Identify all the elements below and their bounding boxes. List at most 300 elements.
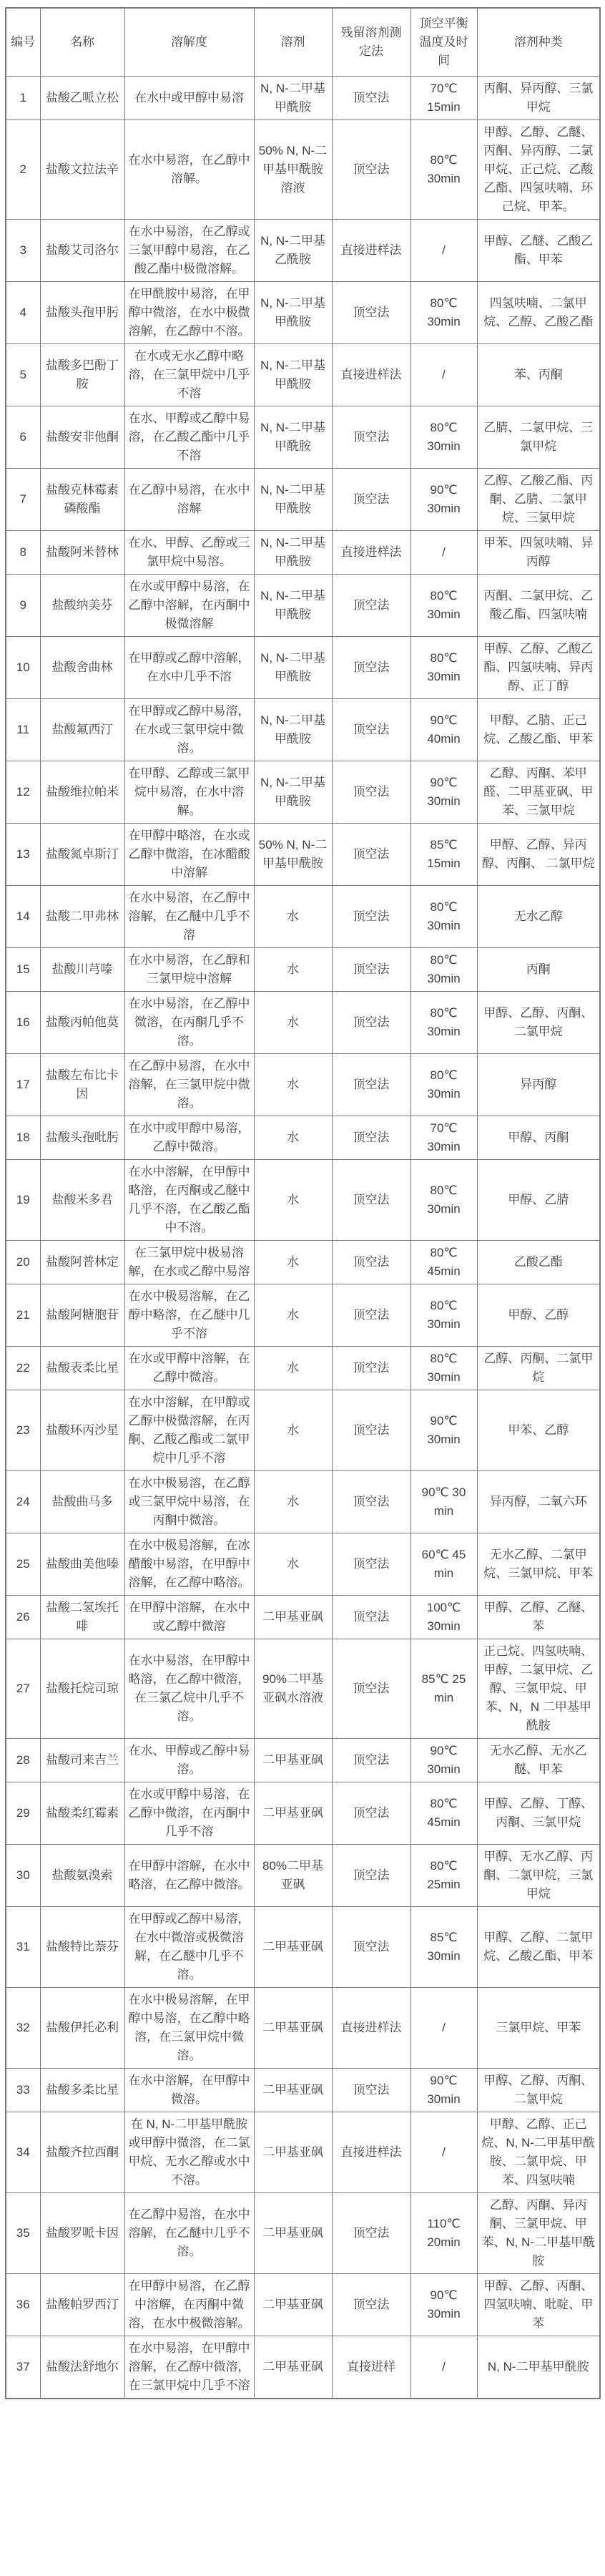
cell-types: 乙酸乙酯 — [477, 1241, 600, 1284]
table-row — [6, 1596, 600, 1639]
cell-name: 盐酸阿米替林 — [40, 531, 124, 575]
cell-method: 顶空法 — [332, 1390, 410, 1471]
table-row — [6, 761, 600, 824]
table-row — [6, 1907, 600, 1988]
cell-method: 顶空法 — [332, 886, 410, 948]
cell-types: 甲醇、乙腈 — [477, 1160, 600, 1241]
table-row — [6, 1845, 600, 1907]
cell-temp: 80℃ 45min — [410, 1241, 477, 1284]
table-row — [6, 1390, 600, 1471]
cell-no: 35 — [6, 2193, 40, 2274]
table-row — [6, 699, 600, 761]
cell-method: 顶空法 — [332, 1054, 410, 1116]
cell-name: 盐酸托烷司琼 — [40, 1639, 124, 1739]
cell-method: 顶空法 — [332, 1241, 410, 1284]
cell-no: 37 — [6, 2336, 40, 2399]
cell-name: 盐酸氟西汀 — [40, 699, 124, 761]
cell-method: 顶空法 — [332, 699, 410, 761]
column-header-5: 顶空平衡温度及时间 — [410, 8, 477, 77]
cell-solvent: 水 — [254, 1390, 332, 1471]
cell-name: 盐酸柔红霉素 — [40, 1782, 124, 1845]
cell-temp: 80℃ 30min — [410, 992, 477, 1054]
cell-solvent: N, N-二甲基甲酰胺 — [254, 469, 332, 531]
cell-solubility: 在甲醇、乙醇或三氯甲烷中易溶，在水中溶解。 — [124, 761, 254, 824]
cell-solvent: N, N-二甲基甲酰胺 — [254, 699, 332, 761]
table-row — [6, 2336, 600, 2399]
cell-method: 顶空法 — [332, 1782, 410, 1845]
cell-solubility: 在水、甲醇或乙醇中易溶。 — [124, 1739, 254, 1782]
cell-no: 21 — [6, 1284, 40, 1347]
cell-types: 异丙醇 — [477, 1054, 600, 1116]
cell-method: 顶空法 — [332, 637, 410, 699]
cell-temp: 90℃ 30min — [410, 2274, 477, 2336]
cell-solubility: 在水中极易溶解，在乙醇中略溶，在乙醚中几乎不溶 — [124, 1284, 254, 1347]
cell-method: 顶空法 — [332, 77, 410, 120]
cell-method: 顶空法 — [332, 1160, 410, 1241]
table-row — [6, 1739, 600, 1782]
cell-method: 顶空法 — [332, 282, 410, 344]
cell-solubility: 在水中溶解，在甲醇或乙醇中极微溶解，在丙酮、乙酸乙酯或二氯甲烷中几乎不溶 — [124, 1390, 254, 1471]
cell-name: 盐酸阿糖胞苷 — [40, 1284, 124, 1347]
cell-solvent: 水 — [254, 992, 332, 1054]
cell-temp: 100℃ 30min — [410, 1596, 477, 1639]
cell-solubility: 在水中易溶，在甲醇中溶解，在乙醇中微溶，在三氯甲烷中几乎不溶 — [124, 2336, 254, 2399]
cell-solvent: 90%二甲基亚砜水溶液 — [254, 1639, 332, 1739]
cell-solubility: 在水中易溶，在乙醇或三氯甲醇中易溶，在乙酸乙酯中极微溶解。 — [124, 220, 254, 282]
column-header-0: 编号 — [6, 8, 40, 77]
cell-method: 顶空法 — [332, 2069, 410, 2112]
cell-temp: 80℃ 30min — [410, 637, 477, 699]
cell-types: 丙酮 — [477, 948, 600, 992]
cell-solubility: 在水中极易溶解，在甲醇中易溶，在乙醇中略溶，在三氯甲烷中微溶。 — [124, 1988, 254, 2069]
cell-solvent: N, N-二甲基乙酰胺 — [254, 220, 332, 282]
cell-temp: 90℃ 30min — [410, 1390, 477, 1471]
cell-name: 盐酸多巴酚丁胺 — [40, 344, 124, 406]
cell-solubility: 在水或甲醇中溶解，在乙醇中微溶。 — [124, 1347, 254, 1390]
cell-types: 乙醇、丙酮、二氯甲烷 — [477, 1347, 600, 1390]
cell-name: 盐酸帕罗西汀 — [40, 2274, 124, 2336]
cell-solvent: 二甲基亚砜 — [254, 1596, 332, 1639]
cell-temp: 80℃ 30min — [410, 886, 477, 948]
cell-name: 盐酸米多君 — [40, 1160, 124, 1241]
cell-solvent: N, N-二甲基甲酰胺 — [254, 77, 332, 120]
cell-no: 11 — [6, 699, 40, 761]
cell-solvent: 50% N, N-二甲基甲酰胺溶液 — [254, 120, 332, 220]
cell-name: 盐酸克林霉素磷酸酯 — [40, 469, 124, 531]
cell-solvent: 水 — [254, 886, 332, 948]
cell-name: 盐酸头孢吡肟 — [40, 1116, 124, 1160]
cell-temp: 80℃ 25min — [410, 1845, 477, 1907]
cell-method: 顶空法 — [332, 1533, 410, 1596]
cell-method: 顶空法 — [332, 1471, 410, 1533]
cell-method: 顶空法 — [332, 1596, 410, 1639]
cell-solvent: 二甲基亚砜 — [254, 1988, 332, 2069]
cell-solubility: 在甲醇中易溶，在乙醇中溶解，在丙酮中微溶，在水中极微溶解。 — [124, 2274, 254, 2336]
column-header-6: 溶剂种类 — [477, 8, 600, 77]
cell-types: 甲醇、乙醇、乙醚、苯 — [477, 1596, 600, 1639]
table-row — [6, 2069, 600, 2112]
cell-name: 盐酸纳美芬 — [40, 575, 124, 637]
cell-solubility: 在甲醇或乙醇中易溶，在水或三氯甲烷中微溶。 — [124, 699, 254, 761]
table-row — [6, 637, 600, 699]
cell-solvent: 水 — [254, 1116, 332, 1160]
cell-method: 顶空法 — [332, 2193, 410, 2274]
cell-no: 36 — [6, 2274, 40, 2336]
cell-method: 顶空法 — [332, 1739, 410, 1782]
column-header-1: 名称 — [40, 8, 124, 77]
cell-no: 16 — [6, 992, 40, 1054]
cell-name: 盐酸司来吉兰 — [40, 1739, 124, 1782]
table-row — [6, 886, 600, 948]
cell-name: 盐酸乙哌立松 — [40, 77, 124, 120]
cell-solvent: 二甲基亚砜 — [254, 2112, 332, 2193]
table-row — [6, 220, 600, 282]
cell-temp: 80℃ 30min — [410, 1054, 477, 1116]
cell-temp: 80℃ 30min — [410, 948, 477, 992]
cell-name: 盐酸艾司洛尔 — [40, 220, 124, 282]
cell-name: 盐酸二氢埃托啡 — [40, 1596, 124, 1639]
cell-solubility: 在甲酰胺中易溶，在甲醇中微溶，在水中极微溶解，在乙醇中不溶。 — [124, 282, 254, 344]
cell-solubility: 在水中极易溶，在乙醇或三氯甲烷中易溶，在丙酮中微溶。 — [124, 1471, 254, 1533]
cell-types: 乙腈、二氯甲烷、三氯甲烷 — [477, 406, 600, 469]
cell-solubility: 在水或无水乙醇中略溶，在三氯甲烷中几乎不溶 — [124, 344, 254, 406]
cell-types: 甲苯、乙醇 — [477, 1390, 600, 1471]
table-row — [6, 1054, 600, 1116]
table-header — [6, 8, 600, 77]
cell-types: 乙醇、丙酮、异丙酮、三氯甲烷、甲苯、N, N-二甲基甲酰胺 — [477, 2193, 600, 2274]
cell-temp: 80℃ 30min — [410, 406, 477, 469]
cell-name: 盐酸丙帕他莫 — [40, 992, 124, 1054]
cell-no: 17 — [6, 1054, 40, 1116]
cell-temp: 80℃ 30min — [410, 575, 477, 637]
cell-types: 正己烷、四氢呋喃、甲醇、二氯甲烷、乙醇、三氯甲烷、甲苯、N，N 二甲基甲酰胺 — [477, 1639, 600, 1739]
cell-temp: 110℃ 20min — [410, 2193, 477, 2274]
cell-solubility: 在水、甲醇、乙醇或三氯甲烷中易溶。 — [124, 531, 254, 575]
table-row — [6, 1160, 600, 1241]
cell-solubility: 在甲醇中略溶，在水或乙醇中微溶，在冰醋酸中溶解 — [124, 824, 254, 886]
table-row — [6, 469, 600, 531]
cell-name: 盐酸环丙沙星 — [40, 1390, 124, 1471]
cell-types: 无水乙醇、二氯甲烷、三氯甲烷、甲苯 — [477, 1533, 600, 1596]
cell-no: 29 — [6, 1782, 40, 1845]
table-row — [6, 531, 600, 575]
cell-no: 28 — [6, 1739, 40, 1782]
cell-solvent: N, N-二甲基甲酰胺 — [254, 406, 332, 469]
cell-method: 直接进样法 — [332, 220, 410, 282]
cell-method: 直接进样法 — [332, 531, 410, 575]
cell-name: 盐酸氨溴索 — [40, 1845, 124, 1907]
cell-types: 无水乙醇、无水乙醚、甲苯 — [477, 1739, 600, 1782]
cell-name: 盐酸二甲弗林 — [40, 886, 124, 948]
cell-solvent: 二甲基亚砜 — [254, 2069, 332, 2112]
cell-method: 顶空法 — [332, 120, 410, 220]
cell-solvent: N, N-二甲基甲酰胺 — [254, 761, 332, 824]
table-row — [6, 1284, 600, 1347]
cell-no: 4 — [6, 282, 40, 344]
cell-temp: 70℃ 15min — [410, 77, 477, 120]
cell-solubility: 在甲醇或乙醇中溶解，在水中几乎不溶 — [124, 637, 254, 699]
cell-no: 10 — [6, 637, 40, 699]
cell-types: 甲苯、四氢呋喃、异丙醇 — [477, 531, 600, 575]
cell-no: 25 — [6, 1533, 40, 1596]
cell-name: 盐酸左布比卡因 — [40, 1054, 124, 1116]
cell-solvent: 二甲基亚砜 — [254, 1907, 332, 1988]
cell-no: 9 — [6, 575, 40, 637]
cell-temp: 80℃ 30min — [410, 1347, 477, 1390]
cell-temp: 80℃ 30min — [410, 1160, 477, 1241]
cell-types: 异丙醇，二氧六环 — [477, 1471, 600, 1533]
cell-name: 盐酸曲马多 — [40, 1471, 124, 1533]
cell-solvent: 水 — [254, 1533, 332, 1596]
cell-types: 乙醇、乙酸乙酯、丙酮、乙腈、二氯甲烷、三氯甲烷 — [477, 469, 600, 531]
cell-name: 盐酸舍曲林 — [40, 637, 124, 699]
cell-types: 甲醇、乙醇、丁醇、丙酮、三氯甲烷 — [477, 1782, 600, 1845]
cell-solvent: 水 — [254, 1471, 332, 1533]
cell-solvent: 二甲基亚砜 — [254, 1782, 332, 1845]
table-row — [6, 575, 600, 637]
cell-no: 32 — [6, 1988, 40, 2069]
cell-types: 无水乙醇 — [477, 886, 600, 948]
cell-name: 盐酸维拉帕米 — [40, 761, 124, 824]
cell-types: 丙酮、异丙醇、三氯甲烷 — [477, 77, 600, 120]
cell-no: 7 — [6, 469, 40, 531]
table-row — [6, 2193, 600, 2274]
cell-solubility: 在乙醇中易溶，在水中溶解，在乙醚中几乎不溶。 — [124, 2193, 254, 2274]
cell-solvent: 50% N, N-二甲基甲酰胺 — [254, 824, 332, 886]
table-row — [6, 1639, 600, 1739]
cell-temp: 90℃ 30min — [410, 761, 477, 824]
cell-solubility: 在乙醇中易溶，在水中溶解 — [124, 469, 254, 531]
cell-no: 1 — [6, 77, 40, 120]
cell-name: 盐酸川芎嗪 — [40, 948, 124, 992]
cell-types: 甲醇、乙醇 — [477, 1284, 600, 1347]
cell-solvent: 水 — [254, 1054, 332, 1116]
cell-types: 甲醇、乙腈、正己烷、乙酸乙酯、甲苯 — [477, 699, 600, 761]
cell-method: 顶空法 — [332, 1347, 410, 1390]
cell-solubility: 在三氯甲烷中极易溶解，在水或乙醇中易溶 — [124, 1241, 254, 1284]
cell-no: 6 — [6, 406, 40, 469]
cell-solvent: 二甲基亚砜 — [254, 2274, 332, 2336]
table-row — [6, 1782, 600, 1845]
cell-solvent: 二甲基亚砜 — [254, 2193, 332, 2274]
cell-types: 甲醇、丙酮 — [477, 1116, 600, 1160]
cell-types: 甲醇、乙醇、乙醚、丙酮、异丙醇、二氯甲烷、正己烷、乙酸乙酯、四氢呋喃、环己烷、甲苯。 — [477, 120, 600, 220]
table-row — [6, 77, 600, 120]
table-row — [6, 824, 600, 886]
cell-no: 12 — [6, 761, 40, 824]
cell-types: 甲醇、乙醇、丙酮、二氯甲烷 — [477, 992, 600, 1054]
cell-solubility: 在水中易溶，在乙醇中溶解。 — [124, 120, 254, 220]
cell-solubility: 在水中或甲醇中易溶，乙醇中微溶。 — [124, 1116, 254, 1160]
cell-temp: / — [410, 344, 477, 406]
cell-temp: / — [410, 2336, 477, 2399]
cell-no: 3 — [6, 220, 40, 282]
cell-name: 盐酸文拉法辛 — [40, 120, 124, 220]
table-row — [6, 948, 600, 992]
cell-temp: 85℃ 15min — [410, 824, 477, 886]
cell-solubility: 在水中易溶，在乙醇中微溶，在丙酮几乎不溶。 — [124, 992, 254, 1054]
cell-solubility: 在水中极易溶解，在冰醋酸中易溶，在甲醇中溶解，在乙醇中略溶。 — [124, 1533, 254, 1596]
cell-no: 31 — [6, 1907, 40, 1988]
table-row — [6, 1988, 600, 2069]
column-header-4: 残留溶剂测定法 — [332, 8, 410, 77]
cell-no: 22 — [6, 1347, 40, 1390]
cell-method: 顶空法 — [332, 575, 410, 637]
cell-temp: 70℃ 30min — [410, 1116, 477, 1160]
cell-no: 24 — [6, 1471, 40, 1533]
cell-temp: 90℃ 30min — [410, 2069, 477, 2112]
cell-temp: 90℃ 40min — [410, 699, 477, 761]
cell-types: 苯、丙酮 — [477, 344, 600, 406]
cell-method: 直接进样法 — [332, 344, 410, 406]
cell-method: 直接进样法 — [332, 1988, 410, 2069]
cell-temp: 90℃ 30min — [410, 469, 477, 531]
column-header-3: 溶剂 — [254, 8, 332, 77]
cell-no: 34 — [6, 2112, 40, 2193]
cell-solvent: N, N-二甲基甲酰胺 — [254, 637, 332, 699]
cell-solvent: 水 — [254, 1160, 332, 1241]
cell-solubility: 在水中溶解，在甲醇中微溶。 — [124, 2069, 254, 2112]
cell-no: 5 — [6, 344, 40, 406]
cell-types: 甲醇、乙醇、正己烷、N, N-二甲基甲酰胺、二氯甲烷、甲苯、四氢呋喃 — [477, 2112, 600, 2193]
table-row — [6, 1347, 600, 1390]
cell-solvent: 水 — [254, 948, 332, 992]
table-row — [6, 406, 600, 469]
cell-solvent: N, N-二甲基甲酰胺 — [254, 575, 332, 637]
cell-no: 19 — [6, 1160, 40, 1241]
cell-solubility: 在 N, N-二甲基甲酰胺或甲醇中微溶，在二氯甲烷、无水乙醇或水中不溶。 — [124, 2112, 254, 2193]
cell-solubility: 在甲醇中溶解，在水中略溶，在乙醇中微溶。 — [124, 1845, 254, 1907]
cell-temp: / — [410, 531, 477, 575]
cell-name: 盐酸特比萘芬 — [40, 1907, 124, 1988]
cell-method: 直接进样法 — [332, 2112, 410, 2193]
cell-solvent: 水 — [254, 1284, 332, 1347]
cell-solvent: 二甲基亚砜 — [254, 1739, 332, 1782]
cell-types: 四氢呋喃、二氯甲烷、乙醇、乙酸乙酯 — [477, 282, 600, 344]
cell-solubility: 在水中溶解，在甲醇中略溶，在丙酮或乙醚中几乎不溶，在乙酸乙酯中不溶。 — [124, 1160, 254, 1241]
cell-method: 顶空法 — [332, 1116, 410, 1160]
column-header-2: 溶解度 — [124, 8, 254, 77]
cell-name: 盐酸多柔比星 — [40, 2069, 124, 2112]
cell-temp: / — [410, 220, 477, 282]
cell-solvent: 二甲基亚砜 — [254, 2336, 332, 2399]
cell-temp: 90℃ 30 min — [410, 1471, 477, 1533]
cell-temp: 80℃ 30min — [410, 120, 477, 220]
cell-solubility: 在乙醇中易溶，在水中溶解，在三氯甲烷中微溶。 — [124, 1054, 254, 1116]
cell-name: 盐酸安非他酮 — [40, 406, 124, 469]
cell-types: 甲醇、乙醇、二氯甲烷、乙酸乙酯、甲苯 — [477, 1907, 600, 1988]
cell-solvent: N, N-二甲基甲酰胺 — [254, 344, 332, 406]
cell-name: 盐酸齐拉西酮 — [40, 2112, 124, 2193]
cell-method: 顶空法 — [332, 1845, 410, 1907]
cell-solubility: 在水或甲醇中易溶，在乙醇中溶解，在丙酮中极微溶解 — [124, 575, 254, 637]
cell-types: 甲醇、乙醇、异丙醇、丙酮、 二氯甲烷 — [477, 824, 600, 886]
cell-name: 盐酸氮卓斯汀 — [40, 824, 124, 886]
table-row — [6, 2274, 600, 2336]
cell-solubility: 在水中易溶，在乙醇和三氯甲烷中溶解 — [124, 948, 254, 992]
cell-solvent: N, N-二甲基甲酰胺 — [254, 282, 332, 344]
cell-name: 盐酸伊托必利 — [40, 1988, 124, 2069]
cell-no: 8 — [6, 531, 40, 575]
cell-method: 顶空法 — [332, 1907, 410, 1988]
cell-temp: 85℃ 25 min — [410, 1639, 477, 1739]
cell-method: 顶空法 — [332, 824, 410, 886]
table-row — [6, 1533, 600, 1596]
table-row — [6, 120, 600, 220]
table-row — [6, 2112, 600, 2193]
table-row — [6, 1116, 600, 1160]
cell-name: 盐酸法舒地尔 — [40, 2336, 124, 2399]
cell-method: 直接进样 — [332, 2336, 410, 2399]
cell-method: 顶空法 — [332, 406, 410, 469]
cell-temp: / — [410, 2112, 477, 2193]
cell-no: 33 — [6, 2069, 40, 2112]
cell-name: 盐酸表柔比星 — [40, 1347, 124, 1390]
cell-solvent: N, N-二甲基甲酰胺 — [254, 531, 332, 575]
cell-no: 30 — [6, 1845, 40, 1907]
table-row — [6, 992, 600, 1054]
table-body — [6, 77, 600, 2399]
cell-solvent: 80%二甲基亚砜 — [254, 1845, 332, 1907]
cell-solubility: 在水中或甲醇中易溶 — [124, 77, 254, 120]
cell-name: 盐酸罗哌卡因 — [40, 2193, 124, 2274]
cell-temp: 60℃ 45 min — [410, 1533, 477, 1596]
cell-no: 26 — [6, 1596, 40, 1639]
cell-temp: / — [410, 1988, 477, 2069]
cell-no: 14 — [6, 886, 40, 948]
cell-method: 顶空法 — [332, 2274, 410, 2336]
cell-no: 27 — [6, 1639, 40, 1739]
cell-solubility: 在水、甲醇或乙醇中易溶，在乙酸乙酯中几乎不溶 — [124, 406, 254, 469]
cell-solubility: 在甲醇中溶解，在水中或乙醇中微溶 — [124, 1596, 254, 1639]
cell-name: 盐酸头孢甲肟 — [40, 282, 124, 344]
cell-solubility: 在水中易溶，在甲醇中略溶，在乙醇中微溶，在三氯乙烷中几乎不溶。 — [124, 1639, 254, 1739]
cell-method: 顶空法 — [332, 948, 410, 992]
cell-types: 甲醇、乙醇、乙酸乙酯、四氢呋喃、异丙醇、正丁醇 — [477, 637, 600, 699]
cell-types: 丙酮、二氯甲烷、乙酸乙酯、四氢呋喃 — [477, 575, 600, 637]
cell-no: 18 — [6, 1116, 40, 1160]
cell-types: 甲醇、乙醚、乙酸乙酯、甲苯 — [477, 220, 600, 282]
cell-no: 13 — [6, 824, 40, 886]
cell-types: 甲醇、无水乙醇、丙酮、二氯甲烷，三氯甲烷 — [477, 1845, 600, 1907]
cell-name: 盐酸阿普林定 — [40, 1241, 124, 1284]
cell-method: 顶空法 — [332, 761, 410, 824]
cell-no: 20 — [6, 1241, 40, 1284]
cell-types: N, N-二甲基甲酰胺 — [477, 2336, 600, 2399]
cell-solvent: 水 — [254, 1347, 332, 1390]
cell-solubility: 在水或甲醇中易溶，在乙醇中微溶，在丙酮中几乎不溶 — [124, 1782, 254, 1845]
cell-temp: 85℃ 30min — [410, 1907, 477, 1988]
cell-method: 顶空法 — [332, 1639, 410, 1739]
cell-method: 顶空法 — [332, 469, 410, 531]
cell-types: 甲醇、乙醇、丙酮、二氯甲烷 — [477, 2069, 600, 2112]
cell-temp: 90℃ 30min — [410, 1739, 477, 1782]
header-row — [6, 8, 600, 77]
cell-no: 2 — [6, 120, 40, 220]
cell-types: 三氯甲烷、甲苯 — [477, 1988, 600, 2069]
table-row — [6, 344, 600, 406]
table-row — [6, 1471, 600, 1533]
cell-temp: 80℃ 45min — [410, 1782, 477, 1845]
cell-method: 顶空法 — [332, 1284, 410, 1347]
table-row — [6, 1241, 600, 1284]
cell-no: 23 — [6, 1390, 40, 1471]
cell-types: 甲醇、乙醇、丙酮、四氢呋喃、吡啶、甲苯 — [477, 2274, 600, 2336]
cell-solubility: 在甲醇或乙醇中易溶，在水中微溶或极微溶解，在乙醚中几乎不溶。 — [124, 1907, 254, 1988]
cell-temp: 80℃ 30min — [410, 1284, 477, 1347]
cell-method: 顶空法 — [332, 992, 410, 1054]
cell-solvent: 水 — [254, 1241, 332, 1284]
